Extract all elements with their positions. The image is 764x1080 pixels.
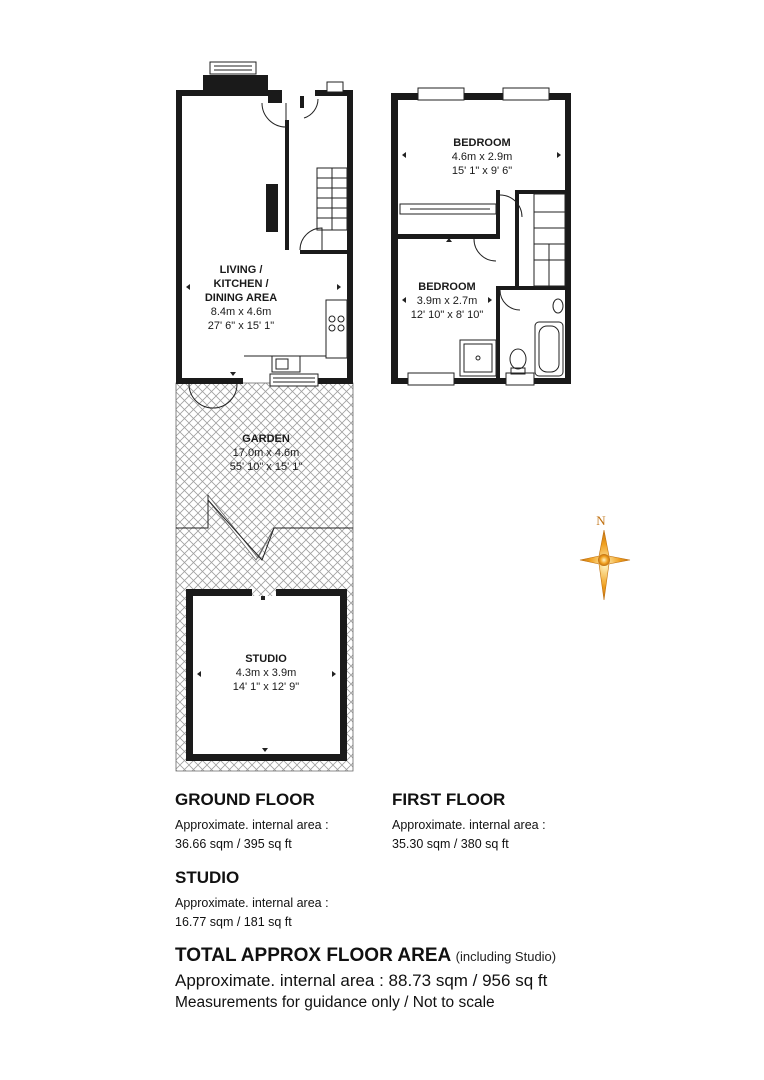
compass-north-label: N bbox=[596, 513, 606, 528]
garden-name: GARDEN bbox=[242, 433, 290, 445]
bedroom1-name: BEDROOM bbox=[453, 137, 511, 149]
total-subtitle: (including Studio) bbox=[455, 949, 557, 964]
bedroom1-imperial: 15' 1" x 9' 6" bbox=[451, 165, 513, 177]
garden-metric: 17.0m x 4.6m bbox=[232, 447, 300, 459]
scale-note: Measurements for guidance only / Not to scale bbox=[175, 994, 495, 1011]
studio-legend bbox=[175, 868, 329, 932]
studio-metric: 4.3m x 3.9m bbox=[235, 667, 297, 679]
ground-floor-area-value: 36.66 sqm / 395 sq ft bbox=[175, 837, 292, 851]
first-floor-plan bbox=[391, 88, 571, 385]
bedroom1-label bbox=[452, 137, 513, 177]
total-title: TOTAL APPROX FLOOR AREA bbox=[175, 945, 452, 966]
total-area-line: Approximate. internal area : 88.73 sqm / 956 sq ft bbox=[175, 971, 548, 990]
living-name-line1: LIVING / bbox=[219, 264, 263, 276]
studio-legend-title: STUDIO bbox=[175, 868, 240, 887]
first-floor-area-label: Approximate. internal area : bbox=[392, 818, 546, 832]
first-floor-area-value: 35.30 sqm / 380 sq ft bbox=[392, 837, 509, 851]
first-floor-legend bbox=[392, 790, 546, 854]
studio-name: STUDIO bbox=[245, 653, 287, 665]
ground-floor-plan bbox=[176, 62, 353, 408]
bedroom2-imperial: 12' 10" x 8' 10" bbox=[410, 309, 484, 321]
compass-rose bbox=[580, 513, 630, 600]
studio-imperial: 14' 1" x 12' 9" bbox=[232, 681, 300, 693]
living-imperial: 27' 6" x 15' 1" bbox=[207, 320, 275, 332]
garden-imperial: 55' 10" x 15' 1" bbox=[229, 461, 303, 473]
total-area-block bbox=[175, 945, 556, 1012]
studio-area-label: Approximate. internal area : bbox=[175, 896, 329, 910]
bedroom2-name: BEDROOM bbox=[418, 281, 476, 293]
studio-area-value: 16.77 sqm / 181 sq ft bbox=[175, 915, 292, 929]
ground-floor-area-label: Approximate. internal area : bbox=[175, 818, 329, 832]
bedroom2-label bbox=[411, 281, 484, 321]
ground-floor-title: GROUND FLOOR bbox=[175, 790, 315, 809]
living-name-line2: KITCHEN / bbox=[213, 278, 269, 290]
living-name-line3: DINING AREA bbox=[204, 292, 278, 304]
living-metric: 8.4m x 4.6m bbox=[210, 306, 272, 318]
ground-floor-legend bbox=[175, 790, 329, 854]
bedroom1-metric: 4.6m x 2.9m bbox=[451, 151, 513, 163]
first-floor-title: FIRST FLOOR bbox=[392, 790, 506, 809]
bedroom2-metric: 3.9m x 2.7m bbox=[416, 295, 478, 307]
